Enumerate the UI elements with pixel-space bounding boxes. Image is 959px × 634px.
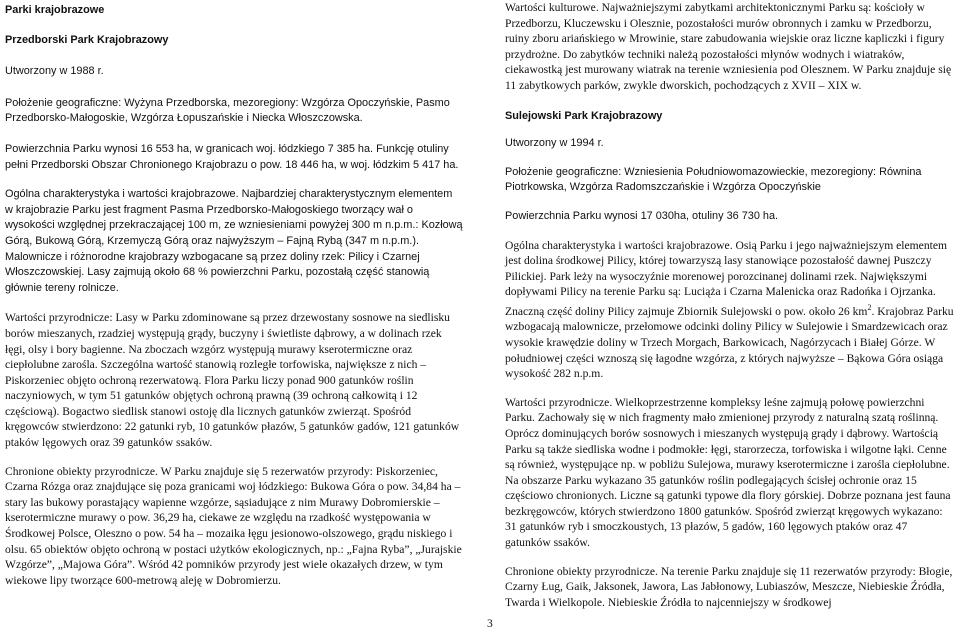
przedborski-location: Położenie geograficzne: Wyżyna Przedborska, mezoregiony: Wzgórza Opoczyńskie, Pasmo Przedborsko-Małogoskie, Wzgórza Łopuszańskie i Niecka Włoszczowska. bbox=[5, 96, 450, 125]
sulejowski-protected: Chronione obiekty przyrodnicze. Na terenie Parku znajduje się 11 rezerwatów przyrody: Błogie, Czarny Ług, Gaik, Jaksonek, Jawora, Las Jabłonowy, Lubiaszów, Meszcze, Niebieskie Źródła, Twarda i Wielkopole. Niebieskie Źródła to najcenniejszy w środkowej bbox=[505, 564, 953, 609]
park-title-sulejowski: Sulejowski Park Krajobrazowy bbox=[505, 109, 663, 122]
sulejowski-general-superscript: 2 bbox=[867, 302, 872, 312]
sulejowski-general-text-2: . Krajobraz Parku wzbogacają malownicze, przełomowe odcinki doliny Pilicy w Sulejowie i Smardzewicach oraz wysokie krawędzie doliny w Trzech Morgach, Barkowicach, Nagórzycach i Białej Górze. W południowej części wznoszą się łagodne wzgórza, z których najwyższe – Bąkowa Góra osiąga wysokość 282 n.p.m. bbox=[505, 304, 954, 381]
sulejowski-location: Położenie geograficzne: Wzniesienia Południowomazowieckie, mezoregiony: Równina Piotrkowska, Wzgórza Radomszczańskie i Wzgórza Opoczyńskie bbox=[505, 165, 922, 194]
park-title-przedborski: Przedborski Park Krajobrazowy bbox=[5, 33, 169, 46]
left-column bbox=[5, 0, 463, 597]
right-column bbox=[505, 0, 955, 619]
sulejowski-area: Powierzchnia Parku wynosi 17 030ha, otuliny 36 730 ha. bbox=[505, 209, 779, 222]
przedborski-cultural: Wartości kulturowe. Najważniejszymi zabytkami architektonicznymi Parku są: kościoły w Przedborzu, Kluczewsku i Olesznie, pozostałości murów obronnych i zamku w Przedborzu, ruiny zboru ariańskiego w Mrowinie, stare zabudowania wiejskie oraz liczne kapliczki i figury przydrożne. Do zabytków techniki należą pozostałości młynów wodnych i wiatraków, ciekawostką jest murowany wiatrak na terenie wzniesienia pod Olesznem. W Parku znajduje się 11 zabytkowych parków, zwykle dworskich, pochodzących z XVII – XIX w. bbox=[505, 1, 952, 92]
przedborski-created: Utworzony w 1988 r. bbox=[5, 65, 104, 78]
page-number: 3 bbox=[487, 617, 493, 630]
przedborski-general: Ogólna charakterystyka i wartości krajobrazowe. Najbardziej charakterystycznym elementem w krajobrazie Parku jest fragment Pasma Przedborsko-Małogoskiego tworzący wał o wysokości względnej przekraczającej 100 m, ze wzniesieniami powyżej 300 m n.p.m.: Kozłową Górą, Bukową Górą, Krzemyczą Górą oraz najwyższym – Fajną Rybą (347 m n.p.m.). Malownicze i różnorodne krajobrazy wzbogacane są przez doliny rzek: Pilicy i Czarnej Włoszczowskiej. Lasy zajmują około 68 % powierzchni Parku, pozostałą część stanowią głównie tereny rolnicze. bbox=[5, 188, 463, 294]
sulejowski-general bbox=[505, 238, 955, 382]
przedborski-nature: Wartości przyrodnicze: Lasy w Parku zdominowane są przez drzewostany sosnowe na siedlisku borów mieszanych, rzadziej występują grądy, buczyny i świetliste dąbrowy, a w dolinach rzek łęgi, olsy i bory bagienne. Na zboczach wzgórz występują murawy kserotermiczne oraz ciepłolubne zarośla. Szczególna wartość stanowią rozległe torfowiska, największe z nich – Piskorzeniec objęto ochroną rezerwatową. Flora Parku liczy ponad 900 gatunków roślin naczyniowych, w tym 51 gatunków objętych ochroną prawną (39 ochroną całkowitą i 12 częściową). Bogactwo siedlisk stanowi ostoję dla licznych gatunków zwierząt. Spośród kręgowców stwierdzono: 22 gatunki ryb, 10 gatunków płazów, 5 gatunków gadów, 121 gatunków ptaków lęgowych oraz 39 gatunków ssaków. bbox=[5, 311, 460, 450]
section-title: Parki krajobrazowe bbox=[5, 4, 105, 16]
sulejowski-nature: Wartości przyrodnicze. Wielkoprzestrzenne kompleksy leśne zajmują połowę powierzchni Parku. Zachowały się w nich fragmenty mało zmienionej przyrody z naturalną szatą roślinną. Oprócz dominujących borów sosnowych i mieszanych występują grądy i dąbrowy. Wartością Parku są także siedliska wodne i podmokłe: łęgi, starorzecza, torfowiska i wilgotne łąki. Cenne są również, występujące np. w pobliżu Sulejowa, murawy kserotermiczne i zarośla ciepłolubne. Na obszarze Parku wykazano 35 gatunków roślin podlegających ścisłej ochronie oraz 15 częściowo chronionych. Liczne są gatunki typowe dla flory górskiej. Dobrze poznana jest fauna bezkręgowców, których stwierdzono 1800 gatunków. Spośród zwierząt kręgowych wykazano: 31 gatunków ryb i smoczkoustych, 13 płazów, 5 gadów, 160 lęgowych ptaków oraz 47 gatunków ssaków. bbox=[505, 395, 951, 550]
sulejowski-general-text-1: Ogólna charakterystyka i wartości krajobrazowe. Osią Parku i jego najważniejszym elementem jest dolina środkowej Pilicy, której towarzyszą lasy stanowiące pozostałość dawnej Puszczy Pilickiej. Park leży na wysoczyźnie morenowej porozcinanej dolinami rzek. Największymi dopływami Pilicy na terenie Parku są: Luciąża i Czarna Malenicka oraz Radońka i Ojrzanka. Znaczną część doliny Pilicy zajmuje Zbiornik Sulejowski o pow. około 26 km bbox=[505, 238, 948, 318]
przedborski-protected: Chronione obiekty przyrodnicze. W Parku znajduje się 5 rezerwatów przyrody: Piskorzeniec, Czarna Rózga oraz znajdujące się poza granicami woj łódzkiego: Bukowa Góra o pow. 34,84 ha – stary las bukowy porastający wapienne wzgórze, sąsiadujące z nim Murawy Dobromierskie – kserotermiczne murawy o pow. 36,29 ha, ciekawe ze względu na rzadkość występowania w Środkowej Polsce, Oleszno o pow. 54 ha – mozaika łęgu jesionowo-olszowego, grądu niskiego i olsu. 65 obiektów objęto ochroną w postaci użytków ekologicznych, np.: „Fajna Ryba”, „Jurajskie Wzgórze”, „Majowa Góra”. Wśród 42 pomników przyrody jest wiele okazałych drzew, w tym wiekowe lipy tworzące 600-metrową aleję w Dobromierzu. bbox=[5, 464, 462, 587]
sulejowski-created: Utworzony w 1994 r. bbox=[505, 137, 604, 150]
przedborski-area: Powierzchnia Parku wynosi 16 553 ha, w granicach woj. łódzkiego 7 385 ha. Funkcję otuliny pełni Przedborski Obszar Chronionego Krajobrazu o pow. 18 446 ha, w woj. łódzkim 5 417 ha. bbox=[5, 142, 459, 171]
